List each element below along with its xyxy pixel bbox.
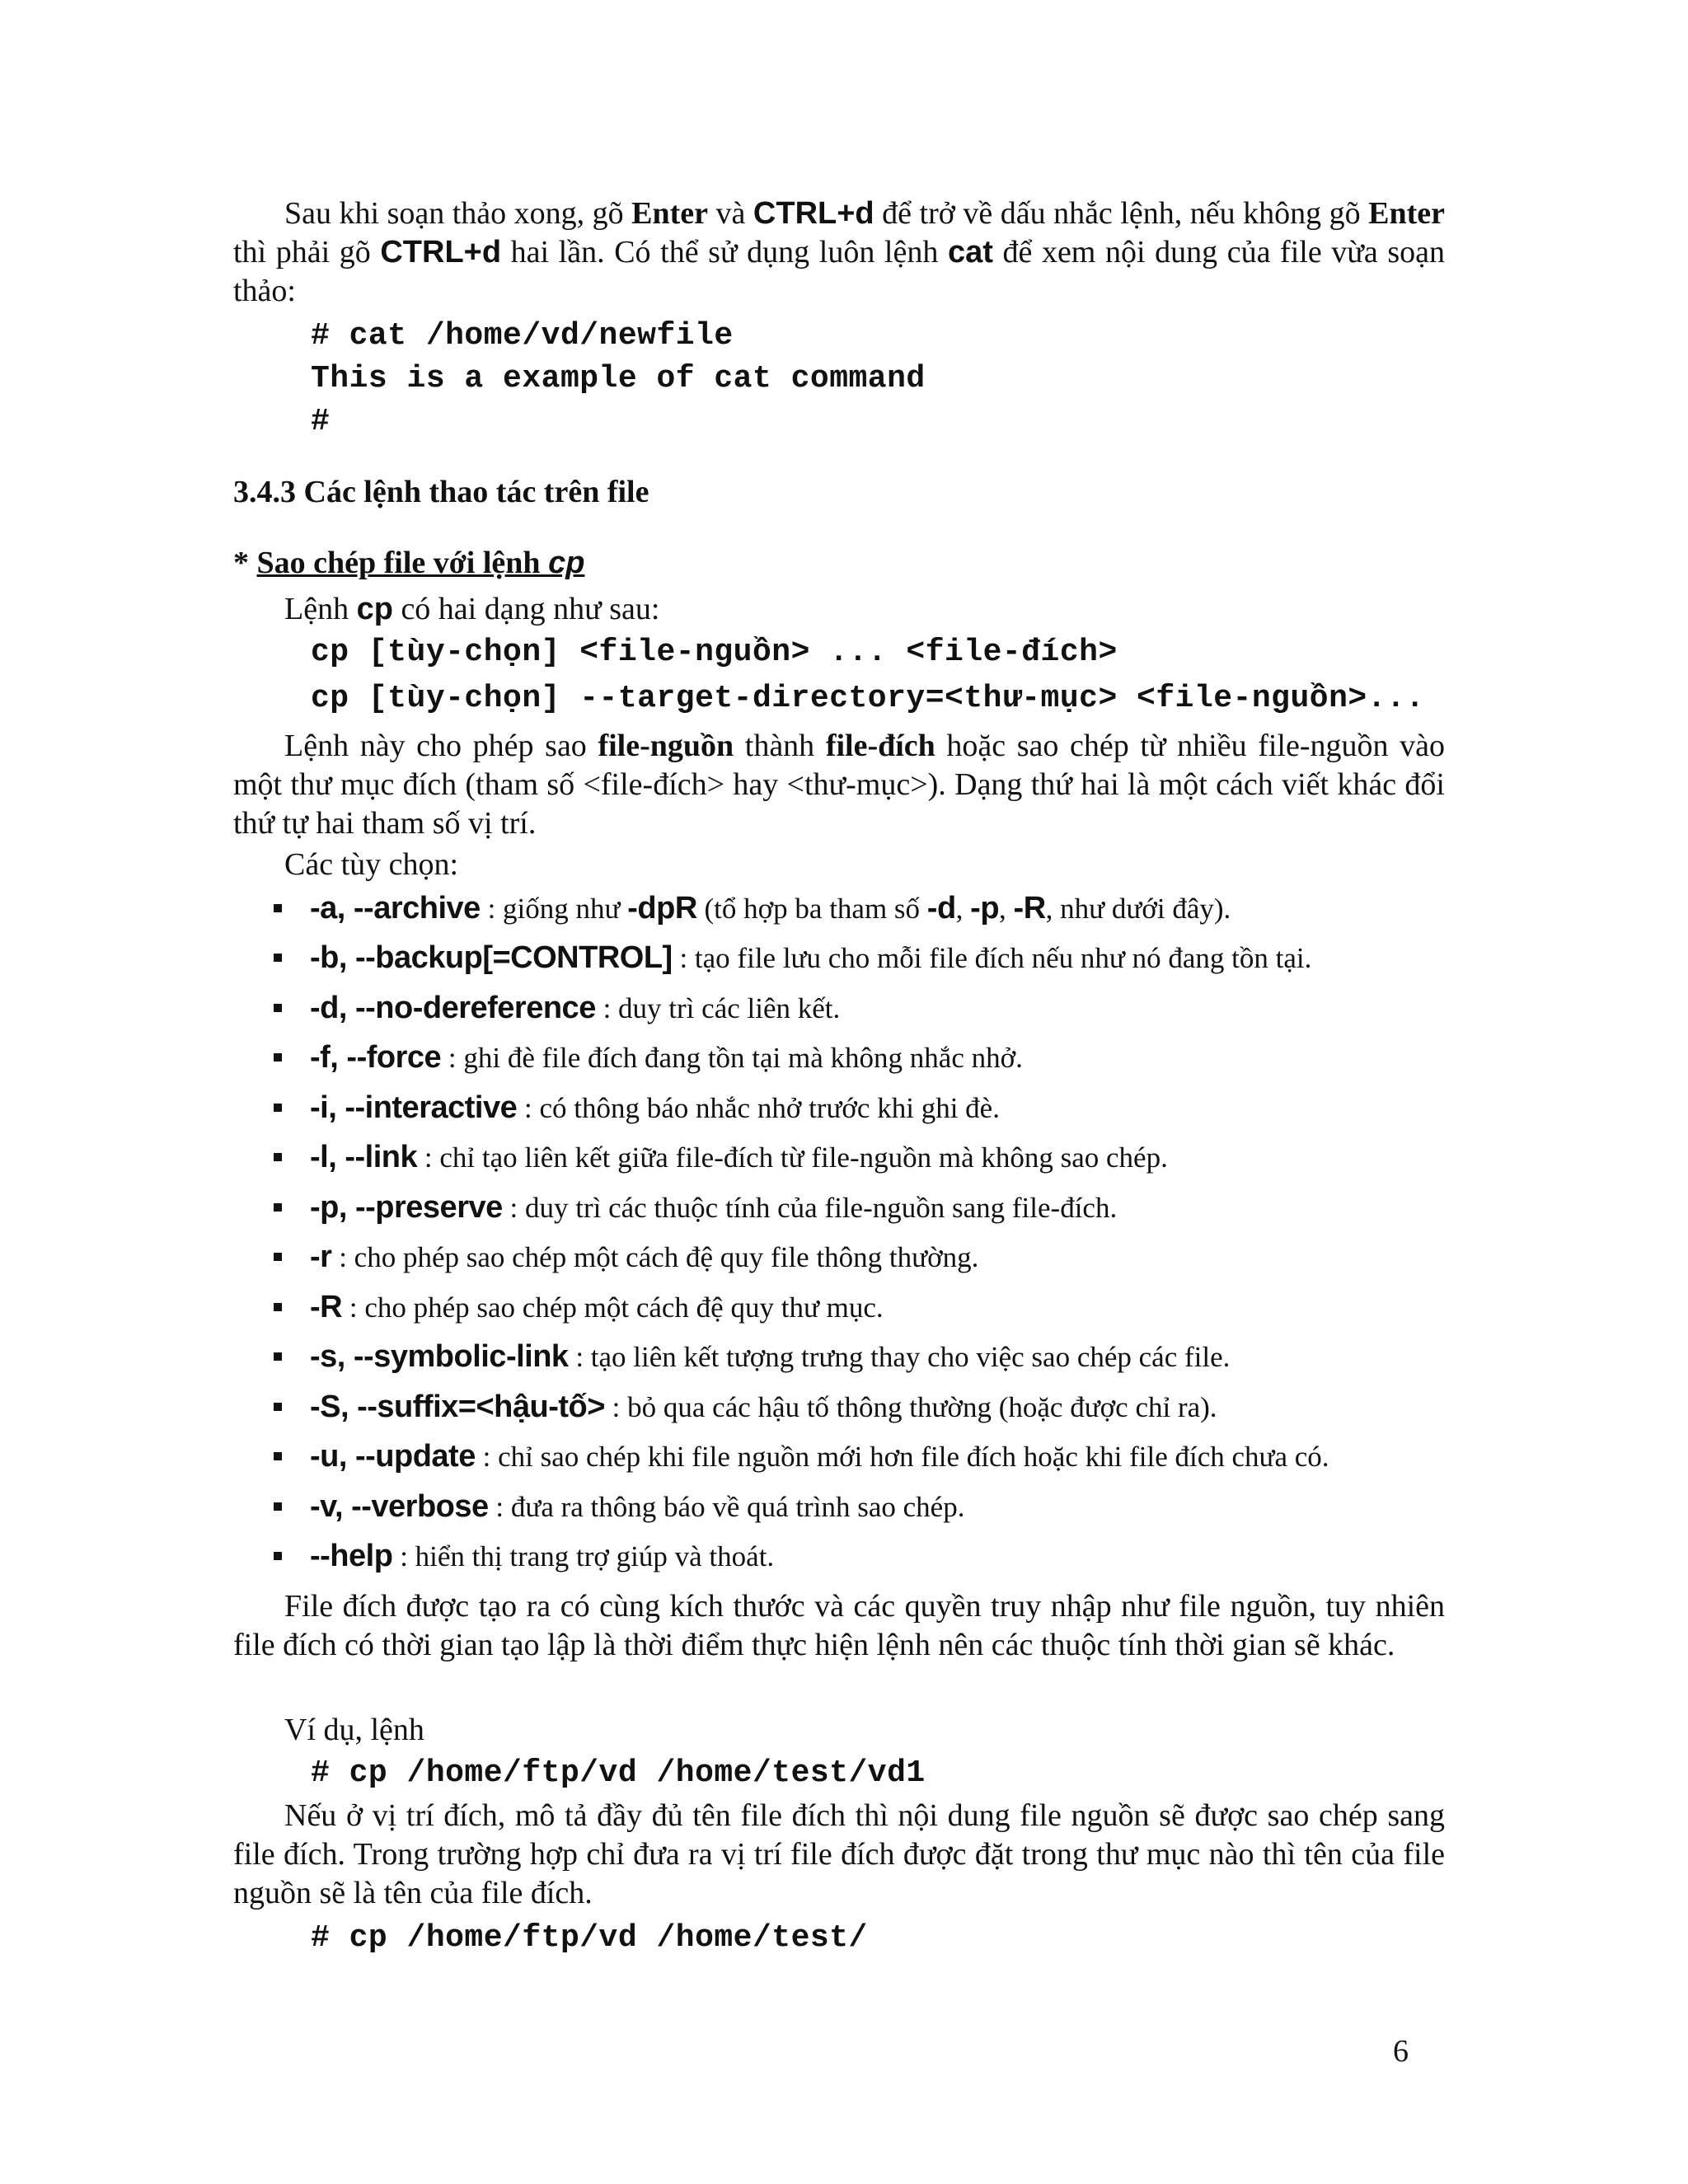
option-key: -l, --link — [310, 1140, 418, 1174]
option-item — [310, 1389, 1217, 1426]
text: Sau khi soạn thảo xong, gõ — [284, 196, 632, 231]
option-item — [310, 1338, 1230, 1376]
subheading — [233, 544, 584, 583]
option-key: --help — [310, 1539, 393, 1573]
command-name: cp — [356, 592, 393, 626]
option-item — [310, 1039, 1023, 1076]
code-line: # cp /home/ftp/vd /home/test/vd1 — [311, 1755, 926, 1791]
option-desc: : cho phép sao chép một cách đệ quy thư mục. — [342, 1291, 884, 1324]
page-number: 6 — [1393, 2034, 1409, 2069]
option-key: -r — [310, 1240, 332, 1274]
bullet-icon — [274, 1153, 282, 1161]
option-item — [310, 1488, 964, 1526]
option-item — [310, 1239, 978, 1276]
bold-enter: Enter — [1368, 196, 1445, 231]
separator: , — [999, 893, 1014, 925]
option-item — [310, 1538, 774, 1575]
text: để xem nội dung của file vừa soạn thảo: — [233, 235, 1446, 308]
option-key: -R — [1013, 891, 1046, 926]
text: Lệnh này cho phép sao — [284, 729, 598, 763]
options-intro: Các tùy chọn: — [284, 847, 459, 882]
option-desc: : bỏ qua các hậu tố thông thường (hoặc được chỉ ra). — [604, 1391, 1217, 1423]
option-key: -S, --suffix=<hậu-tố> — [310, 1390, 605, 1424]
bold-enter: Enter — [631, 196, 709, 231]
code-line: cp [tùy-chọn] <file-nguồn> ... <file-đích> — [311, 635, 1118, 670]
key-combo: CTRL+d — [380, 235, 502, 269]
bullet-icon — [274, 1203, 282, 1212]
bullet-icon — [274, 1303, 282, 1311]
option-item — [310, 1289, 884, 1326]
option-key: -a, --archive — [310, 891, 481, 926]
text: thì phải gõ — [233, 235, 381, 269]
bold-term: file-nguồn — [598, 729, 734, 763]
option-item — [310, 890, 1231, 927]
option-desc: : đưa ra thông báo về quá trình sao chép. — [488, 1491, 965, 1523]
bullet-icon — [274, 904, 282, 912]
option-item — [310, 940, 1311, 977]
code-line: cp [tùy-chọn] --target-directory=<thư-mục> <file-nguồn>... — [311, 681, 1425, 716]
section-heading: 3.4.3 Các lệnh thao tác trên file — [233, 475, 649, 509]
option-item — [310, 1090, 1000, 1127]
option-desc: : tạo file lưu cho mỗi file đích nếu như nó đang tồn tại. — [672, 942, 1312, 974]
text: để trở về dấu nhắc lệnh, nếu không gõ — [874, 196, 1369, 231]
option-desc: , như dưới đây). — [1045, 893, 1231, 925]
subheading-text — [257, 546, 585, 580]
separator: , — [955, 893, 971, 925]
option-item — [310, 1139, 1168, 1176]
option-item — [310, 1189, 1117, 1226]
bullet-icon — [274, 1502, 282, 1511]
option-desc: : duy trì các liên kết. — [595, 992, 841, 1024]
code-line: # — [311, 404, 331, 439]
option-desc: : giống như — [480, 893, 628, 925]
bullet-icon — [274, 1004, 282, 1012]
example-intro: Ví dụ, lệnh — [284, 1713, 424, 1747]
option-key: -dpR — [627, 891, 697, 926]
option-key: -s, --symbolic-link — [310, 1339, 569, 1374]
option-key: -d, --no-dereference — [310, 991, 596, 1025]
paragraph-cp-forms — [284, 590, 659, 629]
code-line: # cp /home/ftp/vd /home/test/ — [311, 1920, 868, 1956]
option-key: -p, --preserve — [310, 1190, 503, 1225]
code-line: # cat /home/vd/newfile — [311, 318, 734, 354]
option-item — [310, 1438, 1329, 1475]
option-key: -b, --backup[=CONTROL] — [310, 940, 673, 975]
text: Sao chép file với lệnh — [256, 546, 549, 580]
bullet-icon — [274, 1452, 282, 1460]
paragraph-ctrl-d — [233, 194, 1445, 311]
bullet-icon — [274, 1352, 282, 1361]
option-desc: : chỉ tạo liên kết giữa file-đích từ file-nguồn mà không sao chép. — [417, 1141, 1168, 1174]
key-combo: CTRL+d — [753, 196, 874, 231]
option-item — [310, 990, 840, 1027]
option-desc: : có thông báo nhắc nhở trước khi ghi đè. — [517, 1092, 1000, 1124]
option-key: -i, --interactive — [310, 1090, 518, 1125]
option-key: -p — [970, 891, 1000, 926]
bullet-icon — [274, 1253, 282, 1261]
option-key: -f, --force — [310, 1040, 442, 1075]
option-desc: : tạo liên kết tượng trưng thay cho việc sao chép các file. — [568, 1341, 1231, 1373]
option-desc: : duy trì các thuộc tính của file-nguồn sang file-đích. — [502, 1192, 1118, 1224]
text: và — [708, 196, 753, 231]
asterisk: * — [233, 546, 257, 580]
option-desc: : cho phép sao chép một cách đệ quy file thông thường. — [331, 1241, 979, 1273]
bullet-icon — [274, 954, 282, 962]
text: Lệnh — [284, 592, 357, 626]
option-desc: : ghi đè file đích đang tồn tại mà không nhắc nhở. — [441, 1042, 1023, 1074]
text: thành — [734, 729, 826, 763]
paragraph-file-attributes: File đích được tạo ra có cùng kích thước và các quyền truy nhập như file nguồn, tuy nhiên file đích có thời gian tạo lập là thời điểm thực hiện lệnh nên các thuộc tính thời gian sẽ khác. — [233, 1589, 1445, 1662]
option-key: -u, --update — [310, 1439, 476, 1474]
option-key: -d — [926, 891, 956, 926]
option-key: -R — [310, 1290, 343, 1324]
bullet-icon — [274, 1053, 282, 1062]
paragraph-cp-desc — [233, 727, 1445, 843]
command-name: cat — [947, 235, 993, 269]
paragraph-destination: Nếu ở vị trí đích, mô tả đầy đủ tên file đích thì nội dung file nguồn sẽ được sao chép sang file đích. Trong trường hợp chỉ đưa ra vị trí file đích được đặt trong thư mục nào thì tên của file nguồn sẽ là tên của file đích. — [233, 1798, 1445, 1910]
command-name: cp — [548, 546, 585, 580]
option-desc: : chỉ sao chép khi file nguồn mới hơn file đích hoặc khi file đích chưa có. — [475, 1441, 1329, 1473]
text: hai lần. Có thể sử dụng luôn lệnh — [501, 235, 948, 269]
text: có hai dạng như sau: — [392, 592, 660, 626]
bold-term: file-đích — [825, 729, 935, 763]
option-desc: : hiển thị trang trợ giúp và thoát. — [392, 1540, 775, 1572]
bullet-icon — [274, 1403, 282, 1411]
bullet-icon — [274, 1104, 282, 1112]
option-desc: (tổ hợp ba tham số — [696, 893, 927, 925]
text: hoặc sao chép từ nhiều file-nguồn vào một thư mục đích (tham số <file-đích> hay <thư-mục>). Dạng thứ hai là một cách viết khác đổi thứ tự hai tham số vị trí. — [233, 729, 1445, 841]
bullet-icon — [274, 1552, 282, 1560]
option-key: -v, --verbose — [310, 1489, 489, 1524]
code-line: This is a example of cat command — [311, 361, 926, 396]
